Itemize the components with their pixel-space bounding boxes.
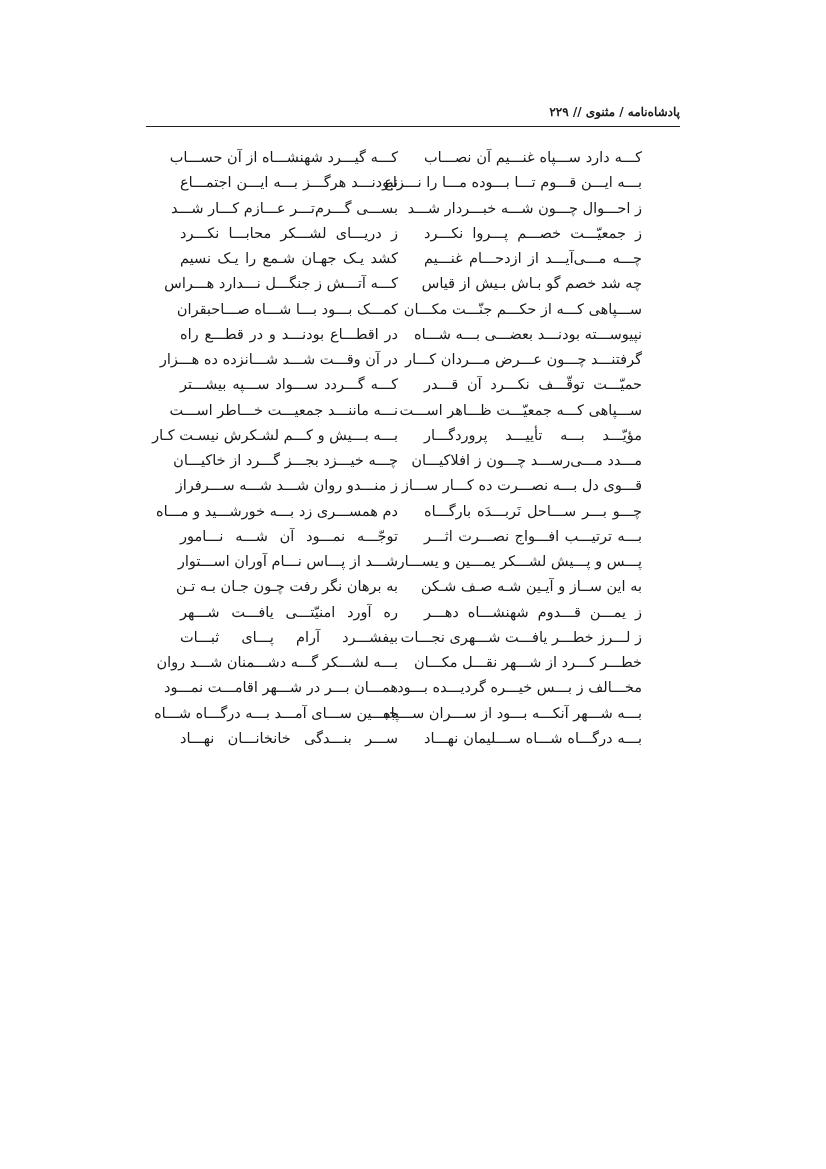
verse-line — [180, 601, 642, 626]
verse-line — [156, 651, 642, 676]
poem-body — [152, 146, 642, 752]
verse-line — [154, 702, 642, 727]
verse-line — [152, 424, 642, 449]
first-hemistich: چـــو بـــر ســـاحل نَربـــدَه بارگـــاه — [424, 503, 642, 520]
second-hemistich: شـــد از پـــاس نـــام آوران اســـتوار — [177, 554, 398, 570]
second-hemistich: به برهان نگر رفت چـون جـان بـه تـن — [175, 579, 398, 596]
second-hemistich: در اقطـــاع بودنـــد و در قطـــع راه — [180, 326, 398, 343]
first-hemistich: چه شد خصم گو بـاش بـیش از قیاس — [421, 276, 642, 293]
second-hemistich: کـــه گـــردد ســـواد ســـپه بیشـــتر — [180, 377, 398, 394]
second-hemistich: بـــه لشـــکر گـــه دشـــمنان شـــد روان — [156, 655, 398, 671]
second-hemistich: کمـــک بـــود بـــا شـــاه صـــاحبقران — [176, 301, 398, 318]
second-hemistich: نبودنـــد هرگـــز بـــه ایـــن اجتمـــاع — [180, 175, 398, 192]
first-hemistich: خطـــر کـــرد از شـــهر نقـــل مکـــان — [413, 655, 642, 671]
second-hemistich: نـــه ماننـــد جمعیـــت خـــاطر اســـت — [169, 402, 398, 419]
second-hemistich: ره آورد امنیّتـــی یافـــت شـــهر — [180, 604, 398, 621]
first-hemistich: ز لـــرز خطـــر یافـــت شـــهری نجـــات — [400, 629, 642, 646]
first-hemistich: پـــس و پـــیش لشـــکر یمـــین و یســـار — [397, 554, 642, 570]
second-hemistich: چـــه خیـــزد بجـــز گـــرد از خاکیـــان — [173, 453, 398, 469]
second-hemistich: کـــه آتـــش ز جنگـــل نـــدارد هـــراس — [164, 276, 398, 293]
second-hemistich: بســـی گـــرم‌تـــر عـــازم کـــار شـــد — [170, 200, 398, 217]
verse-line — [155, 500, 642, 525]
verse-line — [180, 247, 642, 272]
first-hemistich: ز جمعیّـــت خصـــم پـــروا نکـــرد — [424, 225, 642, 242]
second-hemistich: ســـر بنـــدگی خانخانـــان نهـــاد — [180, 730, 398, 747]
verse-line — [180, 222, 642, 247]
first-hemistich: مؤیّـــد بـــه تأییـــد پروردگـــار — [424, 427, 642, 444]
first-hemistich: مخـــالف ز بـــس خیـــره گردیـــده بـــود — [397, 680, 642, 697]
second-hemistich: کشد یـک جهـان شـمع را یـک نسیم — [180, 251, 398, 267]
first-hemistich: بـــه ترتیـــب افـــواج نصـــرت اثـــر — [424, 528, 642, 545]
first-hemistich: حمیّـــت توقّـــف نکـــرد آن قـــدر — [424, 377, 642, 394]
second-hemistich: کـــه گیـــرد شهنشـــاه از آن حســـاب — [169, 150, 398, 166]
first-hemistich: ز یمـــن قـــدوم شهنشـــاه دهـــر — [424, 604, 642, 621]
second-hemistich: بـــه بـــیش و کـــم لشـکرش نیسـت کـار — [152, 427, 398, 444]
verse-line — [177, 550, 642, 575]
first-hemistich: نپیوســـته بودنـــد بعضـــی بـــه شـــاه — [413, 326, 642, 343]
verse-line — [180, 727, 642, 752]
first-hemistich: گرفتنـــد چـــون عـــرض مـــردان کـــار — [405, 352, 642, 368]
page-header — [146, 100, 680, 127]
verse-line — [173, 449, 642, 474]
first-hemistich: قـــوی دل بـــه نصـــرت ده کـــار ســـاز — [401, 478, 642, 495]
verse-line — [164, 272, 642, 297]
verse-line — [175, 474, 642, 499]
first-hemistich: به این ســاز و آیـین شـه صـف شـکن — [420, 579, 642, 596]
running-title: پادشاه‌نامه / مثنوی // ۲۲۹ — [549, 105, 680, 119]
verse-line — [180, 626, 642, 651]
verse-line — [169, 146, 642, 171]
first-hemistich: ســـپاهی کـــه جمعیّـــت ظـــاهر اســـت — [399, 402, 642, 419]
first-hemistich: بـــه شـــهر آنکـــه بـــود از ســـران ســـپاه — [383, 705, 642, 722]
second-hemistich: همـــان بـــر در شـــهر اقامـــت نمـــود — [164, 680, 398, 697]
second-hemistich: در آن وقـــت شـــد شـــانزده ده هـــزار — [159, 352, 398, 368]
verse-line — [169, 399, 642, 424]
second-hemistich: جبـــین ســـای آمـــد بـــه درگـــاه شـــاه — [154, 705, 398, 722]
first-hemistich: چـــه مـــی‌آیـــد از ازدحـــام غنـــیم — [424, 251, 642, 267]
first-hemistich: بـــه ایـــن قـــوم تـــا بـــوده مـــا را نـــزاع — [384, 175, 642, 192]
second-hemistich: ز دریـــای لشـــکر محابـــا نکـــرد — [180, 225, 398, 242]
verse-line — [180, 171, 642, 196]
verse-line — [180, 323, 642, 348]
first-hemistich: بـــه درگـــاه شـــاه ســـلیمان نهـــاد — [424, 730, 642, 747]
verse-line — [164, 676, 642, 701]
second-hemistich: دم همســـری زد بـــه خورشـــید و مـــاه — [155, 503, 398, 520]
verse-line — [159, 348, 642, 373]
second-hemistich: توجّـــه نمـــود آن شـــه نـــامور — [180, 528, 398, 545]
second-hemistich: ز منـــدو روان شـــد شـــه ســـرفراز — [175, 478, 398, 495]
first-hemistich: کـــه دارد ســـپاه غنـــیم آن نصـــاب — [424, 150, 642, 166]
first-hemistich: ز احـــوال چـــون شـــه خبـــردار شـــد — [407, 200, 642, 217]
verse-line — [180, 525, 642, 550]
first-hemistich: ســـپاهی کـــه از حکـــم جنّـــت مکـــان — [403, 301, 642, 318]
verse-line — [176, 298, 642, 323]
verse-line — [180, 373, 642, 398]
verse-line — [175, 575, 642, 600]
first-hemistich: مـــدد مـــی‌رســـد چـــون ز افلاکیـــان — [411, 453, 642, 469]
second-hemistich: بیفشـــرد آرام پـــای ثبـــات — [180, 629, 398, 646]
verse-line — [170, 197, 642, 222]
